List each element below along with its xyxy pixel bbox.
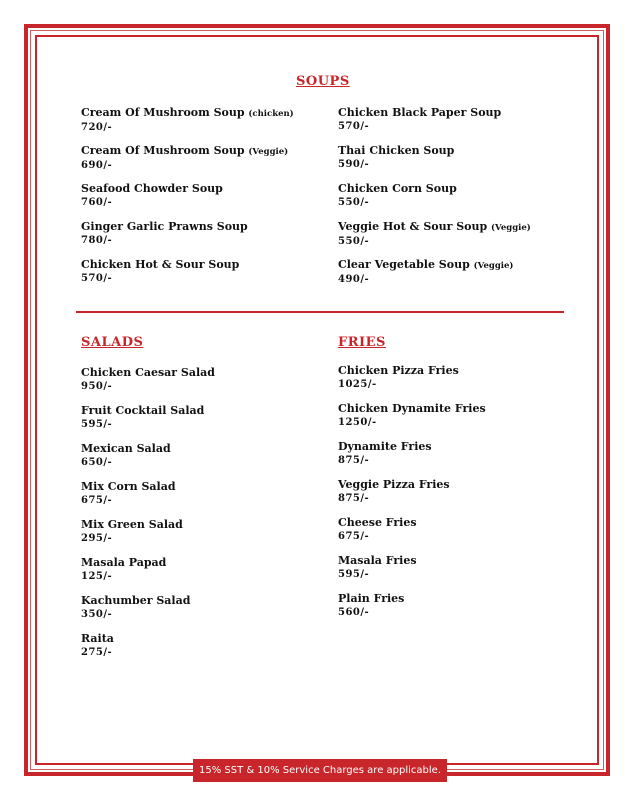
soup-item <box>81 144 321 172</box>
salad-item-price: 350/- <box>81 609 113 620</box>
salad-item-name: Fruit Cocktail Salad <box>81 404 205 417</box>
service-charge-notice: 15% SST & 10% Service Charges are applicable. <box>193 759 447 782</box>
soup-item-price: 550/- <box>338 236 370 247</box>
soup-item-name: Cream Of Mushroom Soup (chicken) <box>81 106 294 119</box>
salad-item-name: Masala Papad <box>81 556 167 569</box>
fries-item-price: 595/- <box>338 569 370 580</box>
soup-item <box>338 220 578 248</box>
fries-item-name: Chicken Dynamite Fries <box>338 402 486 415</box>
salad-item-price: 675/- <box>81 495 113 506</box>
fries-item-price: 875/- <box>338 493 370 504</box>
soup-item <box>81 106 321 134</box>
fries-item-price: 875/- <box>338 455 370 466</box>
soup-item <box>81 258 321 285</box>
fries-item-price: 560/- <box>338 607 370 618</box>
salad-item-price: 950/- <box>81 381 113 392</box>
fries-item <box>338 478 578 505</box>
soup-item-price: 570/- <box>81 273 113 284</box>
soup-item-name: Clear Vegetable Soup (Veggie) <box>338 258 514 271</box>
salad-item <box>81 632 321 659</box>
soup-item-price: 780/- <box>81 235 113 246</box>
salads-heading: SALADS <box>81 335 144 350</box>
soup-item-name: Chicken Black Paper Soup <box>338 106 502 119</box>
soup-item-name: Chicken Hot & Sour Soup <box>81 258 240 271</box>
salad-item-name: Mix Green Salad <box>81 518 183 531</box>
salad-item <box>81 404 321 431</box>
salad-item-name: Raita <box>81 632 114 645</box>
soup-item-price: 550/- <box>338 197 370 208</box>
fries-item <box>338 516 578 543</box>
soup-item-price: 720/- <box>81 122 113 133</box>
salad-item-price: 595/- <box>81 419 113 430</box>
soup-item-name: Thai Chicken Soup <box>338 144 455 157</box>
fries-item-price: 1250/- <box>338 417 377 428</box>
soup-item <box>338 106 578 133</box>
salad-item <box>81 442 321 469</box>
salad-item <box>81 518 321 545</box>
salad-item-name: Chicken Caesar Salad <box>81 366 215 379</box>
salad-item <box>81 594 321 621</box>
salad-item <box>81 480 321 507</box>
salad-item <box>81 556 321 583</box>
soup-item-name: Ginger Garlic Prawns Soup <box>81 220 248 233</box>
fries-item-price: 1025/- <box>338 379 377 390</box>
soup-item-price: 570/- <box>338 121 370 132</box>
fries-item <box>338 402 578 429</box>
salad-item-name: Mix Corn Salad <box>81 480 176 493</box>
fries-item-name: Cheese Fries <box>338 516 417 529</box>
soups-heading: SOUPS <box>296 74 350 89</box>
fries-item-name: Masala Fries <box>338 554 417 567</box>
salad-item-price: 125/- <box>81 571 113 582</box>
salad-item-name: Mexican Salad <box>81 442 171 455</box>
soup-item-name: Seafood Chowder Soup <box>81 182 223 195</box>
salad-item-price: 650/- <box>81 457 113 468</box>
fries-item-name: Dynamite Fries <box>338 440 432 453</box>
soup-item <box>338 258 578 286</box>
salad-item <box>81 366 321 393</box>
soup-item-price: 590/- <box>338 159 370 170</box>
fries-item <box>338 440 578 467</box>
soup-item <box>81 220 321 247</box>
soup-item-name: Cream Of Mushroom Soup (Veggie) <box>81 144 289 157</box>
salad-item-price: 275/- <box>81 647 113 658</box>
fries-item-name: Veggie Pizza Fries <box>338 478 450 491</box>
soup-item <box>81 182 321 209</box>
soup-item <box>338 182 578 209</box>
soup-item <box>338 144 578 171</box>
fries-item <box>338 592 578 619</box>
soup-item-price: 760/- <box>81 197 113 208</box>
section-divider <box>76 311 564 313</box>
soup-item-price: 490/- <box>338 274 370 285</box>
fries-item <box>338 364 578 391</box>
soup-item-name: Chicken Corn Soup <box>338 182 457 195</box>
fries-item-name: Chicken Pizza Fries <box>338 364 459 377</box>
salad-item-name: Kachumber Salad <box>81 594 191 607</box>
fries-item <box>338 554 578 581</box>
fries-item-price: 675/- <box>338 531 370 542</box>
soup-item-name: Veggie Hot & Sour Soup (Veggie) <box>338 220 531 233</box>
soup-item-price: 690/- <box>81 160 113 171</box>
fries-heading: FRIES <box>338 335 386 350</box>
fries-item-name: Plain Fries <box>338 592 405 605</box>
salad-item-price: 295/- <box>81 533 113 544</box>
